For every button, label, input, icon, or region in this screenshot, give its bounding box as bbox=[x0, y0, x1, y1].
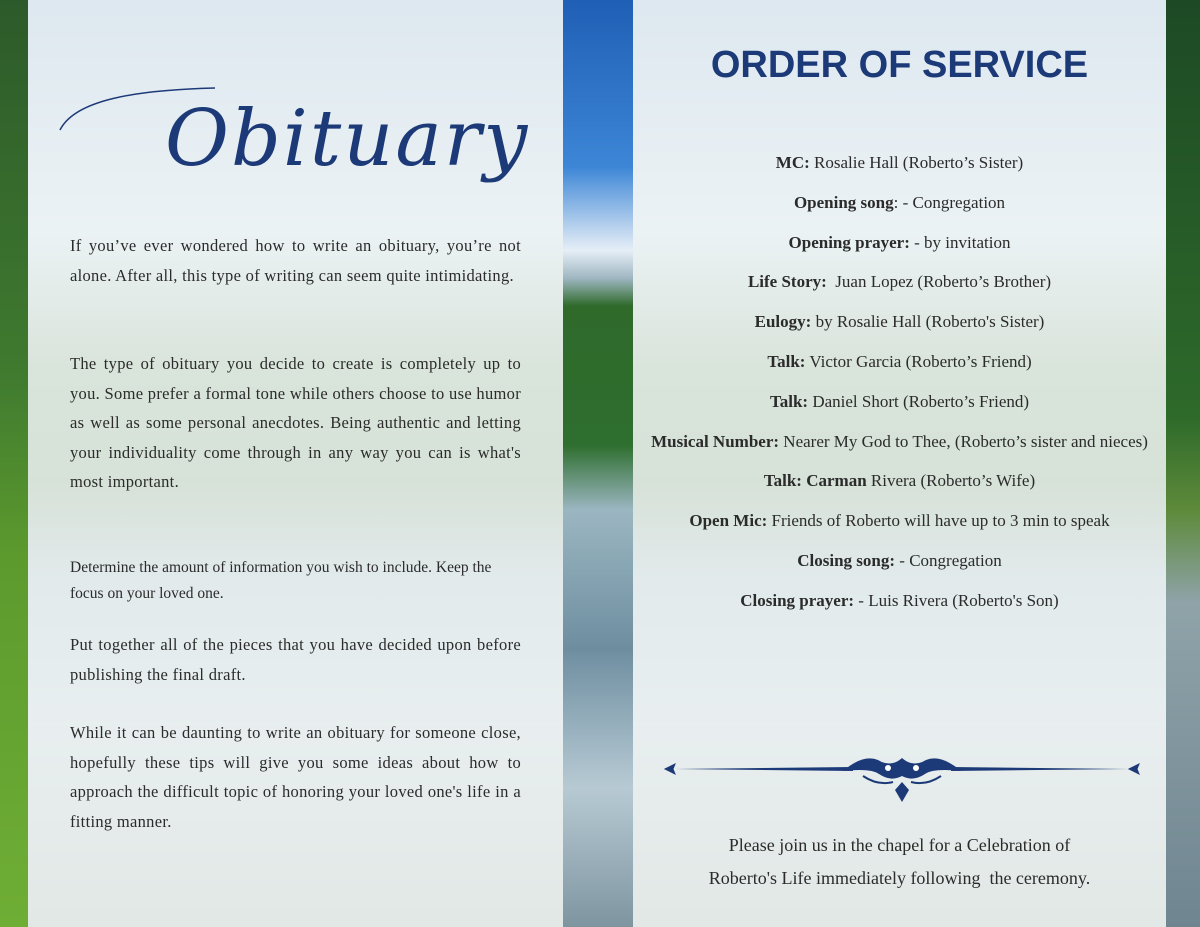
item-label: Closing song: bbox=[797, 550, 896, 570]
order-of-service-title: ORDER OF SERVICE bbox=[710, 44, 1089, 86]
paragraph-text: Determine the amount of information you wish to include. Keep the focus on your loved one. bbox=[70, 559, 492, 602]
item-text: Rivera (Roberto’s Wife) bbox=[866, 471, 1036, 491]
item-label: MC: bbox=[775, 153, 810, 172]
item-text: Friends of Roberto will have up to 3 min to speak bbox=[767, 511, 1110, 531]
item-label: Talk: bbox=[769, 391, 809, 411]
obituary-title bbox=[55, 60, 530, 200]
service-item bbox=[643, 342, 1156, 382]
item-label: Opening song bbox=[793, 192, 894, 212]
item-text: - Luis Rivera (Roberto's Son) bbox=[854, 590, 1059, 610]
item-label: Open Mic: bbox=[689, 511, 768, 531]
item-text: Nearer My God to Thee, (Roberto’s sister and nieces) bbox=[779, 431, 1148, 451]
item-label: Eulogy: bbox=[754, 312, 812, 332]
service-item bbox=[643, 183, 1156, 223]
item-label: Closing prayer: bbox=[740, 590, 855, 610]
invitation-line: Roberto's Life immediately following the ceremony. bbox=[708, 868, 1091, 888]
obituary-paragraph bbox=[70, 718, 521, 836]
service-item bbox=[643, 581, 1156, 621]
paragraph-text: While it can be daunting to write an obituary for someone close, hopefully these tips will give you some ideas about how to approach the difficult topic of honoring your loved one's life in a fitting manner. bbox=[70, 723, 521, 831]
service-item bbox=[643, 143, 1156, 183]
service-item bbox=[643, 302, 1156, 342]
item-text: Juan Lopez (Roberto’s Brother) bbox=[826, 272, 1052, 292]
background-photo-left bbox=[0, 0, 28, 927]
ornamental-divider-icon bbox=[663, 746, 1141, 806]
item-text: - Congregation bbox=[895, 550, 1002, 570]
item-label: Life Story: bbox=[747, 272, 827, 292]
service-item bbox=[643, 501, 1156, 541]
obituary-paragraph bbox=[70, 231, 521, 290]
invitation-line: Please join us in the chapel for a Celebration of bbox=[728, 835, 1071, 855]
service-items-list bbox=[643, 143, 1156, 621]
service-item bbox=[643, 541, 1156, 581]
item-text: : - Congregation bbox=[893, 192, 1006, 212]
item-text: by Rosalie Hall (Roberto's Sister) bbox=[811, 312, 1045, 332]
paragraph-text: If you’ve ever wondered how to write an obituary, you’re not alone. After all, this type of writing can seem quite intimidating. bbox=[70, 236, 521, 285]
paragraph-text: The type of obituary you decide to create is completely up to you. Some prefer a formal tone while others choose to use humor as well as some personal anecdotes. Being authentic and letting your individuality come through in any way you can is what's most important. bbox=[70, 354, 521, 491]
item-label: Opening prayer: bbox=[788, 232, 910, 252]
item-text: Victor Garcia (Roberto’s Friend) bbox=[805, 351, 1032, 371]
service-item bbox=[643, 461, 1156, 501]
paragraph-text: Put together all of the pieces that you have decided upon before publishing the final draft. bbox=[70, 635, 521, 684]
background-photo-center bbox=[563, 0, 633, 927]
service-item bbox=[643, 223, 1156, 263]
item-text: Daniel Short (Roberto’s Friend) bbox=[808, 391, 1030, 411]
obituary-title-text: Obituary bbox=[165, 94, 530, 184]
service-item bbox=[643, 382, 1156, 422]
item-label: Talk: Carman bbox=[763, 471, 867, 491]
background-photo-right bbox=[1166, 0, 1200, 927]
service-item bbox=[643, 422, 1156, 462]
service-item bbox=[643, 262, 1156, 302]
item-label: Talk: bbox=[767, 351, 806, 371]
closing-invitation bbox=[643, 829, 1156, 895]
item-text: - by invitation bbox=[909, 232, 1011, 252]
item-label: Musical Number: bbox=[651, 431, 780, 451]
obituary-paragraph bbox=[70, 349, 521, 497]
obituary-paragraph bbox=[70, 555, 521, 607]
item-text: Rosalie Hall (Roberto’s Sister) bbox=[809, 153, 1024, 172]
obituary-paragraph bbox=[70, 630, 521, 689]
